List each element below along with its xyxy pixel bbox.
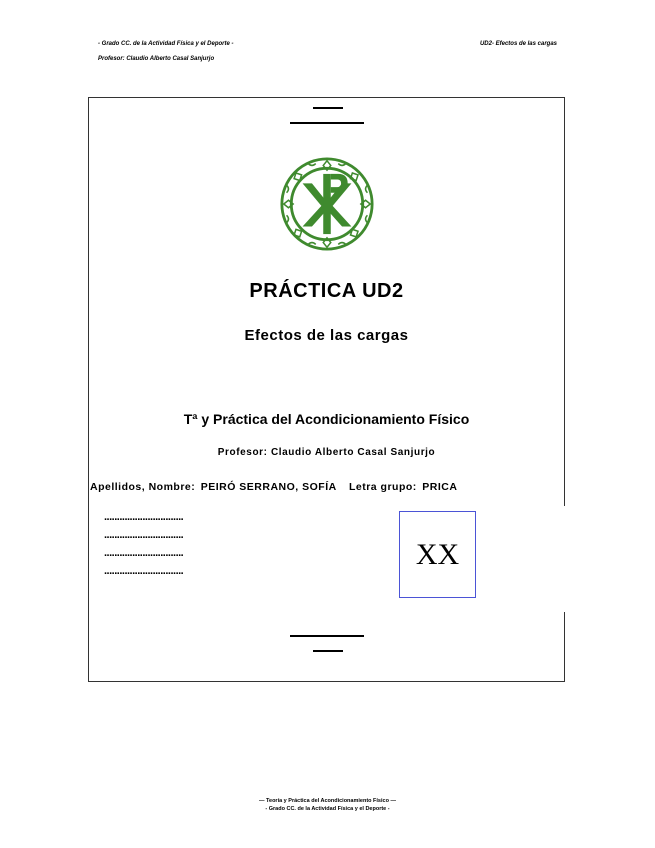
dotted-line: ............................... [104,511,184,523]
dotted-line: ............................... [104,529,184,541]
group-value: PRICA [422,481,458,493]
dotted-line: ............................... [104,565,184,577]
footer-line-1: — Teoría y Práctica del Acondicionamiento Físico — [259,798,396,804]
grade-box [399,511,476,598]
group-label: Letra grupo: [348,481,417,493]
chi-rho-emblem-icon [280,157,374,251]
header-professor: Profesor: Claudio Alberto Casal Sanjurjo [98,56,215,62]
frame-notch [563,506,567,612]
student-label: Apellidos, Nombre: [90,481,196,493]
page-title: PRÁCTICA UD2 [249,280,404,302]
student-name: PEIRÓ SERRANO, SOFÍA [200,481,337,493]
divider-bottom-short [313,650,343,652]
grade-value: XX [415,537,460,571]
header-left: - Grado CC. de la Actividad Física y el Deporte - [98,41,234,47]
footer-line-2: - Grado CC. de la Actividad Física y el Deporte - [265,806,390,812]
page-subtitle: Efectos de las cargas [244,327,409,344]
course-name: Tª y Práctica del Acondicionamiento Físico [183,411,470,427]
divider-top-short [313,107,343,109]
divider-top-long [290,122,364,124]
student-info [90,481,459,493]
dotted-line: ............................... [104,547,184,559]
professor-name: Profesor: Claudio Alberto Casal Sanjurjo [217,447,436,458]
divider-bottom-long [290,635,364,637]
header-right: UD2- Efectos de las cargas [479,41,557,47]
